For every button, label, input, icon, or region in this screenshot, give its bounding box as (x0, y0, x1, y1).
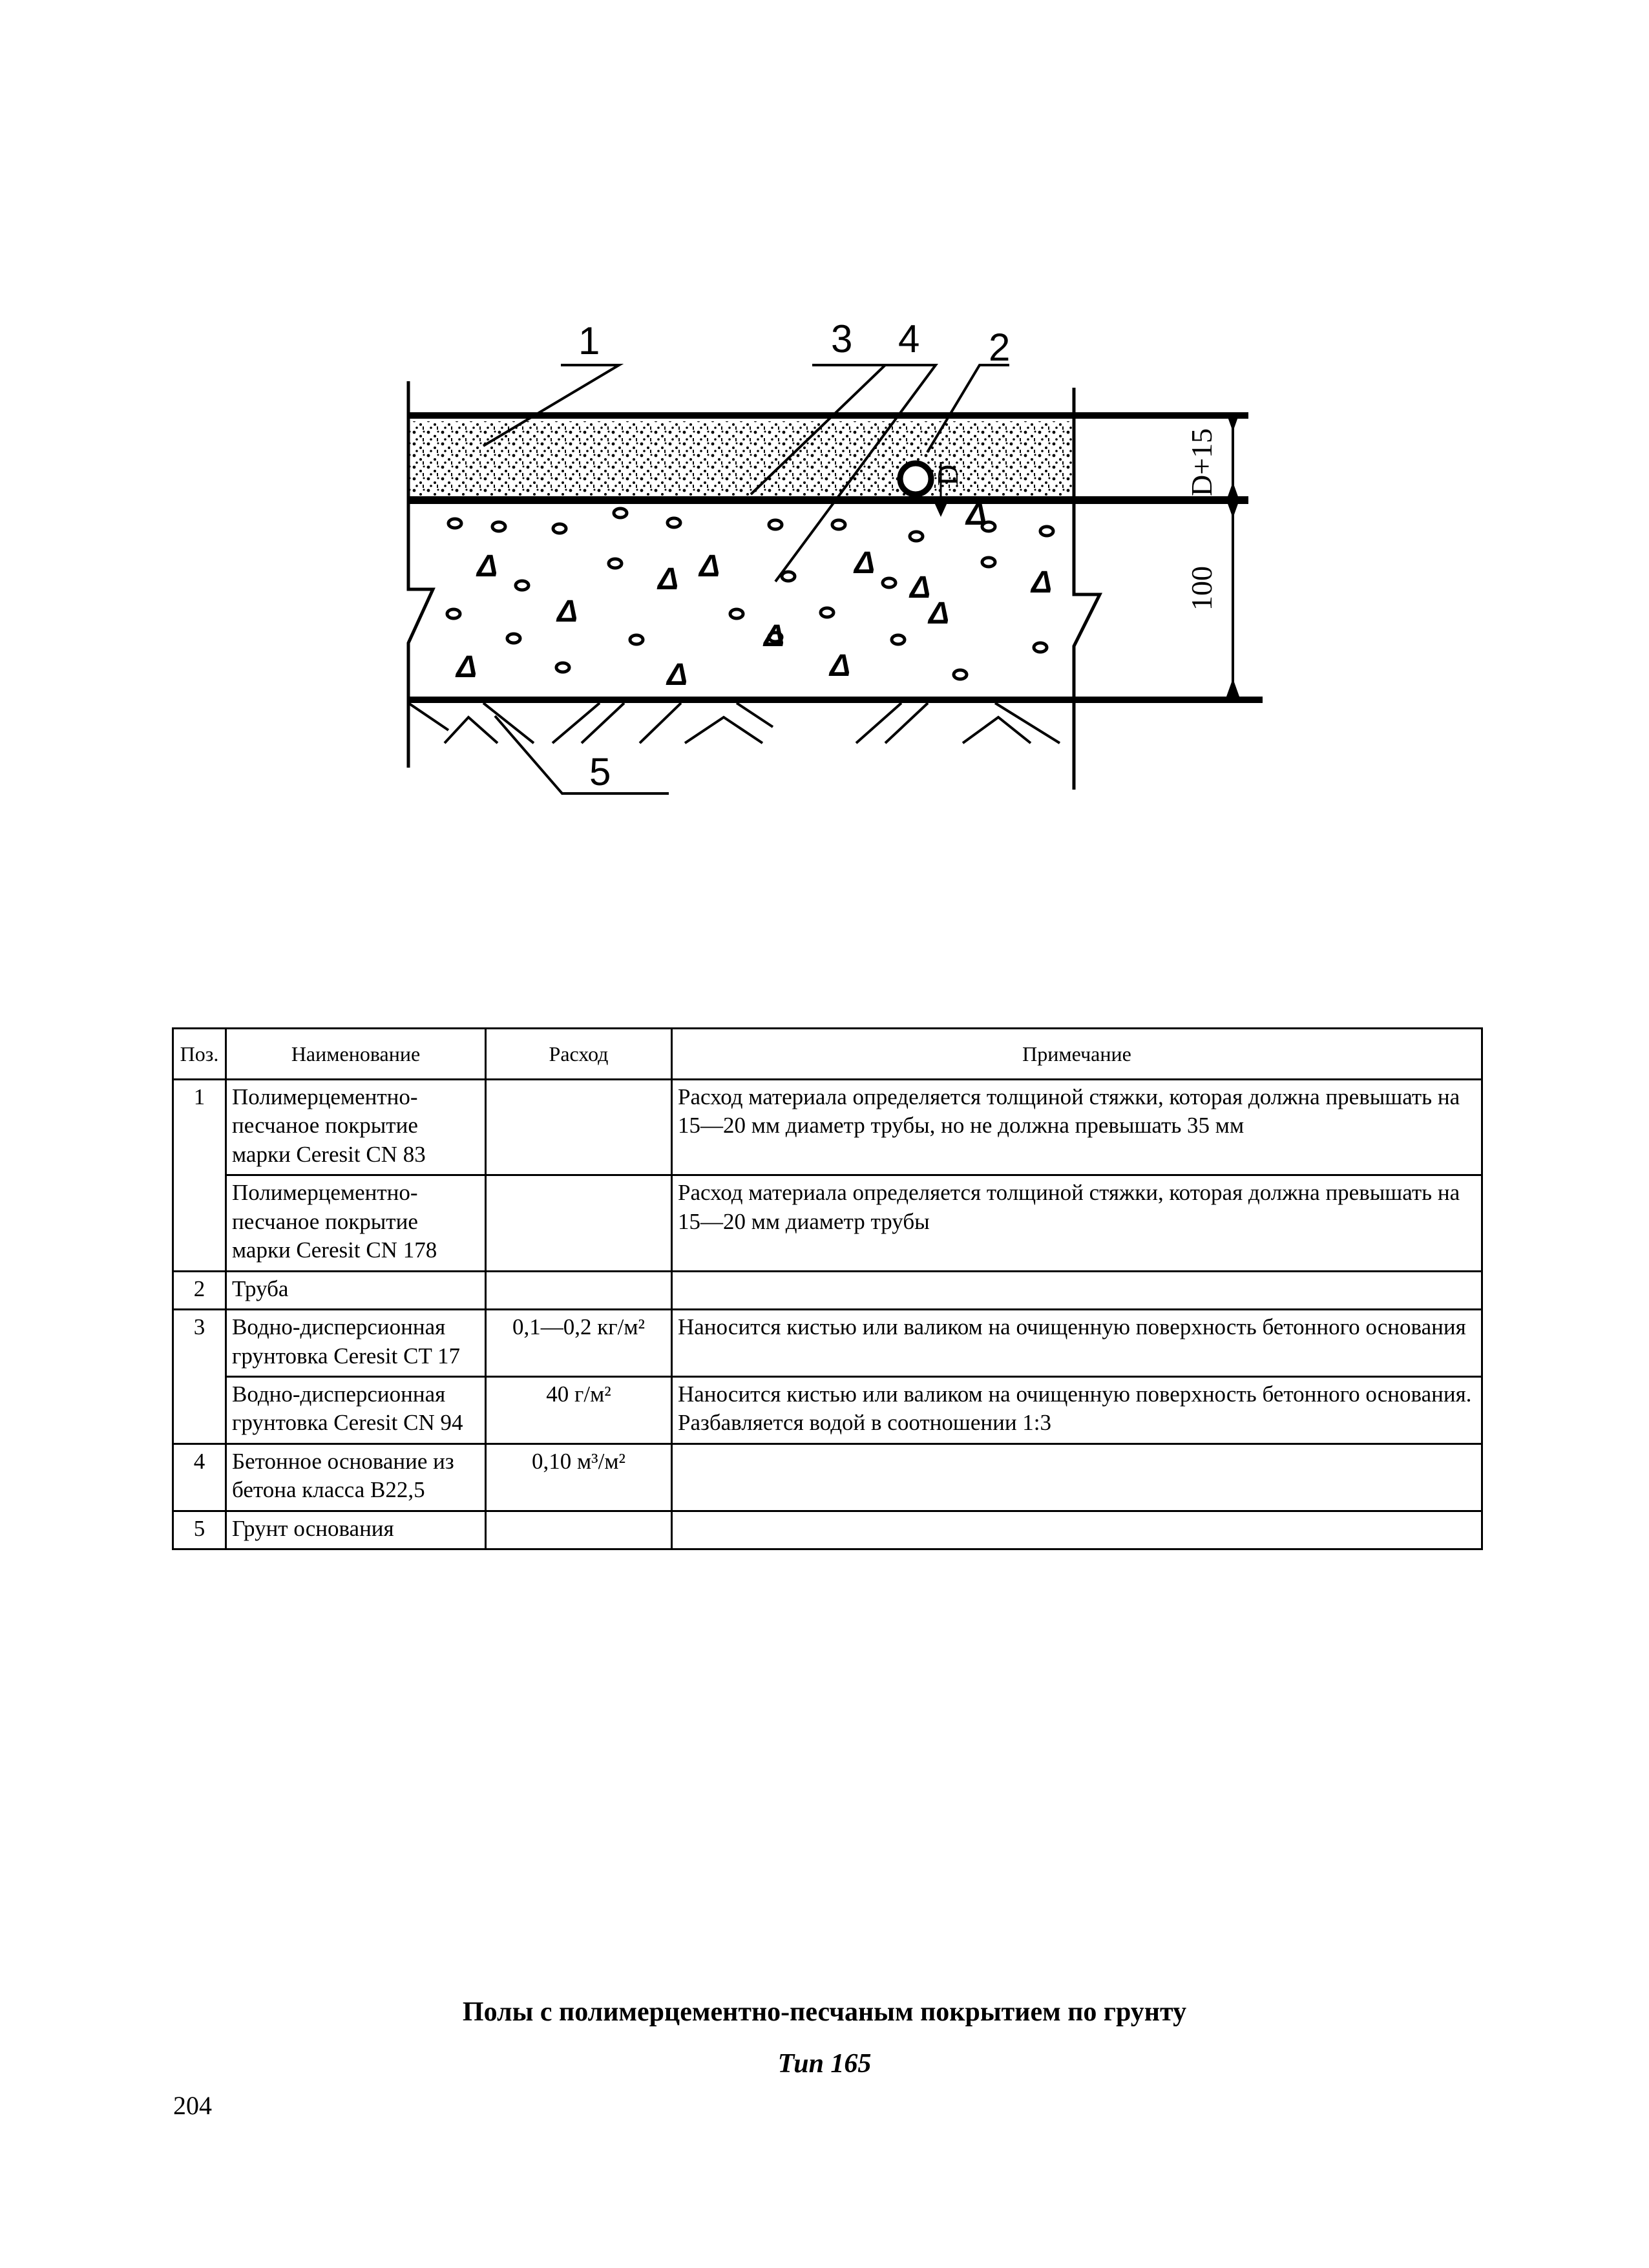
page-number: 204 (173, 2091, 212, 2120)
figure-caption-title: Полы с полимерцементно-песчаным покрытием по грунту (462, 1997, 1187, 2027)
row-consumption: 0,1—0,2 кг/м² (486, 1310, 672, 1377)
svg-text:Δ: Δ (764, 619, 785, 653)
table-row (173, 1376, 1482, 1444)
table-row (173, 1310, 1482, 1377)
row-pos: 2 (173, 1271, 226, 1309)
right-boundary (1074, 388, 1100, 790)
row-note (672, 1271, 1482, 1309)
row-note: Расход материала определяется толщиной стяжки, которая должна превышать на 15—20 мм диаметр трубы (672, 1175, 1482, 1271)
svg-text:Δ: Δ (477, 549, 498, 583)
row-name: Водно-дисперсионная грунтовка Ceresit CT 17 (226, 1310, 486, 1377)
svg-text:Δ: Δ (830, 649, 851, 683)
callout-5: 5 (589, 750, 611, 793)
pipe-diameter-label: D (931, 464, 964, 486)
callout-3: 3 (831, 317, 853, 361)
svg-text:Δ: Δ (854, 546, 876, 580)
header-note: Примечание (672, 1029, 1482, 1080)
row-pos (173, 1175, 226, 1271)
concrete-aggregate (447, 509, 1053, 679)
row-consumption: 0,10 м³/м² (486, 1444, 672, 1511)
screed-layer (408, 421, 1074, 498)
soil-hatching (408, 703, 1060, 743)
row-pos: 4 (173, 1444, 226, 1511)
table-row (173, 1444, 1482, 1511)
svg-text:Δ: Δ (699, 549, 720, 583)
floor-section-drawing (0, 0, 1649, 905)
materials-table (172, 1027, 1483, 1550)
header-pos: Поз. (173, 1029, 226, 1080)
row-note: Наносится кистью или валиком на очищенную поверхность бетонного основания. Разбавляется водой в соотношении 1:3 (672, 1376, 1482, 1444)
dim-concrete-thickness: 100 (1185, 566, 1218, 611)
figure-caption-type: Тип 165 (777, 2049, 872, 2079)
row-name: Полимерцементно-песчаное покрытие марки Ceresit CN 178 (226, 1175, 486, 1271)
row-pos: 5 (173, 1511, 226, 1549)
svg-text:Δ: Δ (910, 571, 931, 605)
row-consumption: 40 г/м² (486, 1376, 672, 1444)
table-header-row (173, 1029, 1482, 1080)
ground-line (408, 697, 1263, 703)
svg-text:Δ: Δ (658, 562, 679, 596)
table-row (173, 1175, 1482, 1271)
callout-2: 2 (989, 326, 1011, 369)
svg-text:Δ: Δ (667, 658, 688, 692)
row-consumption (486, 1175, 672, 1271)
pipe (900, 463, 931, 494)
row-note: Наносится кистью или валиком на очищенную поверхность бетонного основания (672, 1310, 1482, 1377)
primer-line (408, 496, 1248, 504)
row-consumption (486, 1271, 672, 1309)
row-pos: 1 (173, 1080, 226, 1175)
row-pos: 3 (173, 1310, 226, 1377)
table-row (173, 1080, 1482, 1175)
row-name: Труба (226, 1271, 486, 1309)
svg-text:Δ: Δ (557, 594, 578, 629)
table-row (173, 1511, 1482, 1549)
header-name: Наименование (226, 1029, 486, 1080)
row-consumption (486, 1080, 672, 1175)
svg-text:Δ: Δ (929, 596, 950, 631)
dim-screed-thickness: D+15 (1185, 428, 1218, 496)
callout-1: 1 (578, 319, 600, 362)
row-name: Водно-дисперсионная грунтовка Ceresit CN 94 (226, 1376, 486, 1444)
concrete-gravel (455, 498, 1052, 692)
svg-text:Δ: Δ (456, 650, 478, 684)
svg-text:Δ: Δ (1031, 565, 1053, 600)
row-pos (173, 1376, 226, 1444)
row-consumption (486, 1511, 672, 1549)
row-note (672, 1511, 1482, 1549)
callout-4: 4 (898, 317, 920, 361)
row-note: Расход материала определяется толщиной стяжки, которая должна превышать на 15—20 мм диаметр трубы, но не должна превышать 35 мм (672, 1080, 1482, 1175)
row-note (672, 1444, 1482, 1511)
row-name: Полимерцементно-песчаное покрытие марки Ceresit CN 83 (226, 1080, 486, 1175)
svg-text:Δ: Δ (966, 498, 987, 532)
row-name: Бетонное основание из бетона класса B22,5 (226, 1444, 486, 1511)
row-name: Грунт основания (226, 1511, 486, 1549)
header-consumption: Расход (486, 1029, 672, 1080)
table-row (173, 1271, 1482, 1309)
